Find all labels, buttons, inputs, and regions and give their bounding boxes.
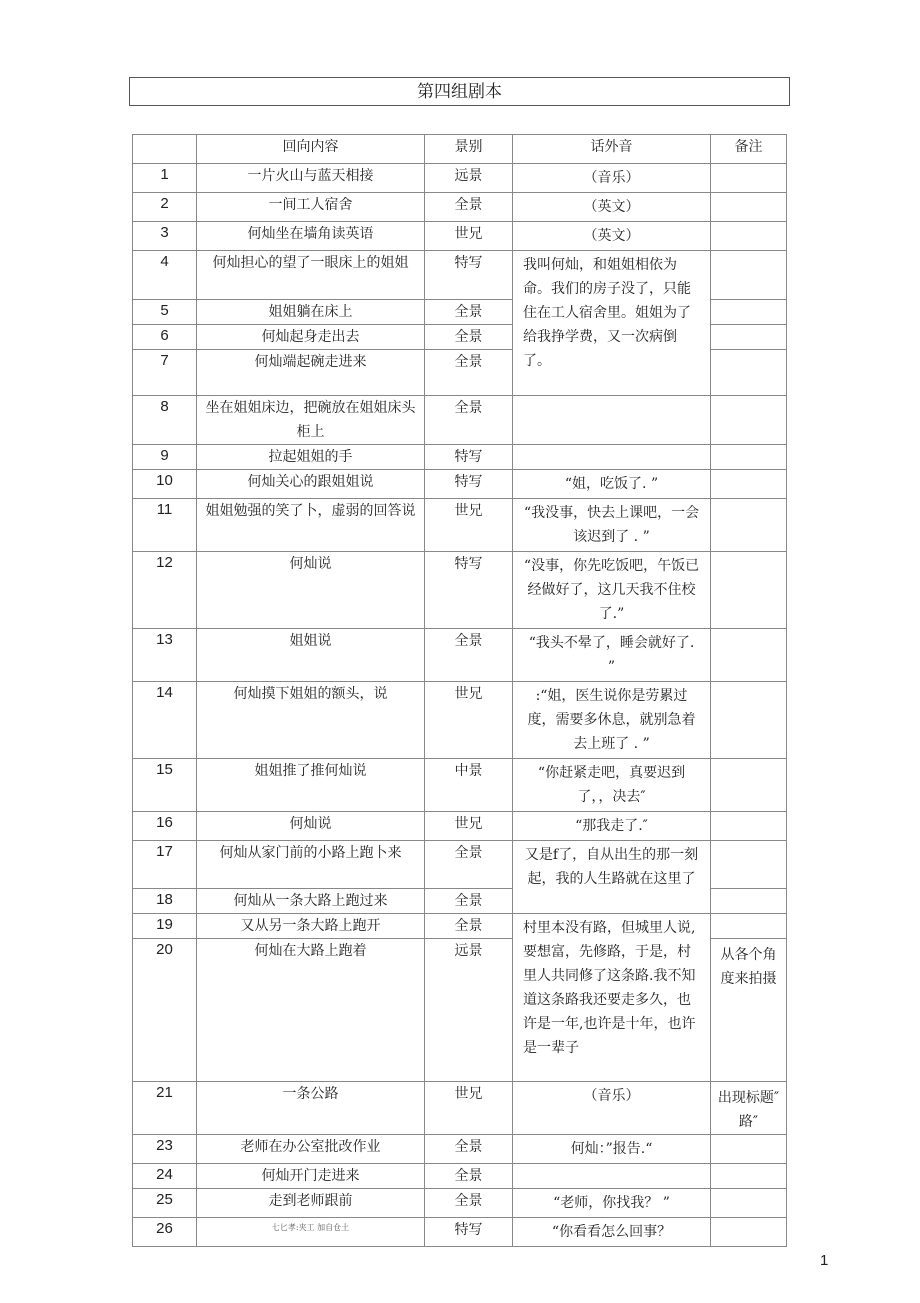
column-header: 回向内容	[197, 135, 425, 164]
note	[711, 350, 787, 396]
shot-type: 全景	[425, 1164, 513, 1189]
scene-content: 走到老师跟前	[197, 1189, 425, 1218]
scene-content: 何灿起身走出去	[197, 325, 425, 350]
scene-number: 1	[133, 164, 197, 193]
voice-over: 何灿：”报告.“	[513, 1135, 711, 1164]
note	[711, 812, 787, 841]
scene-content: 姐姐勉强的笑了卜，虚弱的回答说	[197, 499, 425, 552]
voice-over: “你看看怎么回事？	[513, 1218, 711, 1247]
scene-content: 一条公路	[197, 1082, 425, 1135]
scene-number: 6	[133, 325, 197, 350]
note	[711, 193, 787, 222]
note	[711, 396, 787, 445]
shot-type: 全景	[425, 1189, 513, 1218]
table-row	[133, 499, 787, 552]
table-row	[133, 1164, 787, 1189]
voice-over: （英文）	[513, 193, 711, 222]
scene-content: 何灿担心的望了一眼床上的姐姐	[197, 251, 425, 300]
scene-content: 何灿关心的跟姐姐说	[197, 470, 425, 499]
table-row	[133, 1135, 787, 1164]
note	[711, 300, 787, 325]
scene-content	[197, 1218, 425, 1247]
shot-type: 世兄	[425, 499, 513, 552]
shot-type: 世兄	[425, 682, 513, 759]
column-header: 景别	[425, 135, 513, 164]
table-row	[133, 251, 787, 300]
note	[711, 251, 787, 300]
note	[711, 445, 787, 470]
scene-number: 19	[133, 914, 197, 939]
note	[711, 889, 787, 914]
scene-content: 何灿坐在墙角读英语	[197, 222, 425, 251]
scene-number: 16	[133, 812, 197, 841]
document-title: 第四组剧本	[129, 77, 790, 106]
scene-number: 5	[133, 300, 197, 325]
shot-type: 全景	[425, 1135, 513, 1164]
scene-content: 又从另一条大路上跑开	[197, 914, 425, 939]
shot-type: 特写	[425, 470, 513, 499]
note	[711, 222, 787, 251]
scene-number: 15	[133, 759, 197, 812]
shot-type: 特写	[425, 251, 513, 300]
table-row	[133, 812, 787, 841]
note	[711, 841, 787, 889]
scene-number: 2	[133, 193, 197, 222]
scene-content: 何灿从家门前的小路上跑卜来	[197, 841, 425, 889]
voice-over: “那我走了.″	[513, 812, 711, 841]
note	[711, 325, 787, 350]
note	[711, 164, 787, 193]
voice-over	[513, 445, 711, 470]
voice-over: :“姐，医生说你是劳累过度，需要多休息，就别急着去上班了 . ”	[513, 682, 711, 759]
voice-over: （音乐）	[513, 1082, 711, 1135]
note: 出现标题″路″	[711, 1082, 787, 1135]
scene-number: 7	[133, 350, 197, 396]
scene-number: 8	[133, 396, 197, 445]
footer-small-text: 七匕孝:夹工 加自仓土	[271, 1223, 350, 1232]
shot-type: 全景	[425, 914, 513, 939]
voice-over: 我叫何灿，和姐姐相依为命。我们的房子没了，只能住在工人宿舍里。姐姐为了给我挣学费，又一次病倒了。	[513, 251, 711, 396]
table-row	[133, 445, 787, 470]
scene-number: 3	[133, 222, 197, 251]
scene-number: 24	[133, 1164, 197, 1189]
shot-type: 全景	[425, 629, 513, 682]
scene-content: 姐姐说	[197, 629, 425, 682]
scene-number: 12	[133, 552, 197, 629]
voice-over	[513, 396, 711, 445]
scene-number: 26	[133, 1218, 197, 1247]
note: 从各个角度来拍摄	[711, 939, 787, 1082]
table-row	[133, 1082, 787, 1135]
scene-number: 25	[133, 1189, 197, 1218]
column-header: 话外音	[513, 135, 711, 164]
table-row	[133, 1218, 787, 1247]
scene-number: 17	[133, 841, 197, 889]
table-row	[133, 552, 787, 629]
note	[711, 629, 787, 682]
scene-content: 何灿开门走进来	[197, 1164, 425, 1189]
table-row	[133, 396, 787, 445]
scene-content: 何灿说	[197, 812, 425, 841]
table-row	[133, 222, 787, 251]
shot-type: 中景	[425, 759, 513, 812]
table-row	[133, 841, 787, 889]
scene-content: 何灿端起碗走进来	[197, 350, 425, 396]
note	[711, 1164, 787, 1189]
shot-type: 全景	[425, 350, 513, 396]
voice-over: “你赶紧走吧，真要迟到了，，决去″	[513, 759, 711, 812]
column-header: 备注	[711, 135, 787, 164]
scene-content: 坐在姐姐床边，把碗放在姐姐床头柜上	[197, 396, 425, 445]
note	[711, 1189, 787, 1218]
scene-content: 拉起姐姐的手	[197, 445, 425, 470]
shot-type: 世兄	[425, 812, 513, 841]
shot-type: 远景	[425, 164, 513, 193]
scene-number: 9	[133, 445, 197, 470]
shot-type: 世兄	[425, 222, 513, 251]
scene-content: 姐姐躺在床上	[197, 300, 425, 325]
shot-type: 全景	[425, 193, 513, 222]
scene-number: 13	[133, 629, 197, 682]
column-header	[133, 135, 197, 164]
note	[711, 914, 787, 939]
header-row	[133, 135, 787, 164]
scene-content: 何灿说	[197, 552, 425, 629]
note	[711, 499, 787, 552]
shot-type: 全景	[425, 325, 513, 350]
scene-number: 4	[133, 251, 197, 300]
table-row	[133, 193, 787, 222]
voice-over	[513, 1164, 711, 1189]
table-row	[133, 914, 787, 939]
scene-content: 何灿从一条大路上跑过来	[197, 889, 425, 914]
shot-type: 特写	[425, 1218, 513, 1247]
table-row	[133, 1189, 787, 1218]
shot-type: 特写	[425, 445, 513, 470]
voice-over: （音乐）	[513, 164, 711, 193]
scene-number: 11	[133, 499, 197, 552]
scene-number: 20	[133, 939, 197, 1082]
table-row	[133, 470, 787, 499]
voice-over: “老师，你找我？ ”	[513, 1189, 711, 1218]
scene-number: 23	[133, 1135, 197, 1164]
note	[711, 470, 787, 499]
note	[711, 682, 787, 759]
scene-content: 姐姐推了推何灿说	[197, 759, 425, 812]
scene-content: 一片火山与蓝天相接	[197, 164, 425, 193]
script-table	[132, 134, 787, 1247]
shot-type: 特写	[425, 552, 513, 629]
scene-number: 10	[133, 470, 197, 499]
table-row	[133, 629, 787, 682]
scene-number: 21	[133, 1082, 197, 1135]
note	[711, 1218, 787, 1247]
table-row	[133, 682, 787, 759]
scene-content: 何灿摸下姐姐的额头，说	[197, 682, 425, 759]
voice-over: （英文）	[513, 222, 711, 251]
scene-content: 一间工人宿舍	[197, 193, 425, 222]
voice-over: “没事，你先吃饭吧，午饭已经做好了，这几天我不住校了.”	[513, 552, 711, 629]
scene-number: 18	[133, 889, 197, 914]
table-row	[133, 759, 787, 812]
scene-content: 何灿在大路上跑着	[197, 939, 425, 1082]
note	[711, 552, 787, 629]
shot-type: 世兄	[425, 1082, 513, 1135]
shot-type: 全景	[425, 300, 513, 325]
page-number: 1	[820, 1252, 829, 1269]
voice-over: “姐，吃饭了. ”	[513, 470, 711, 499]
shot-type: 全景	[425, 841, 513, 889]
voice-over: “我头不晕了，睡会就好了. ”	[513, 629, 711, 682]
shot-type: 全景	[425, 889, 513, 914]
note	[711, 1135, 787, 1164]
voice-over: “我没事，快去上课吧，一会该迟到了 . ”	[513, 499, 711, 552]
voice-over: 又是f了，自从出生的那一刻起，我的人生路就在这里了	[513, 841, 711, 914]
scene-number: 14	[133, 682, 197, 759]
scene-content: 老师在办公室批改作业	[197, 1135, 425, 1164]
shot-type: 全景	[425, 396, 513, 445]
note	[711, 759, 787, 812]
table-row	[133, 164, 787, 193]
shot-type: 远景	[425, 939, 513, 1082]
voice-over: 村里本没有路，但城里人说,要想富，先修路，于是，村里人共同修了这条路.我不知道这条路我还要走多久，也许是一年,也许是十年，也许是一辈子	[513, 914, 711, 1082]
